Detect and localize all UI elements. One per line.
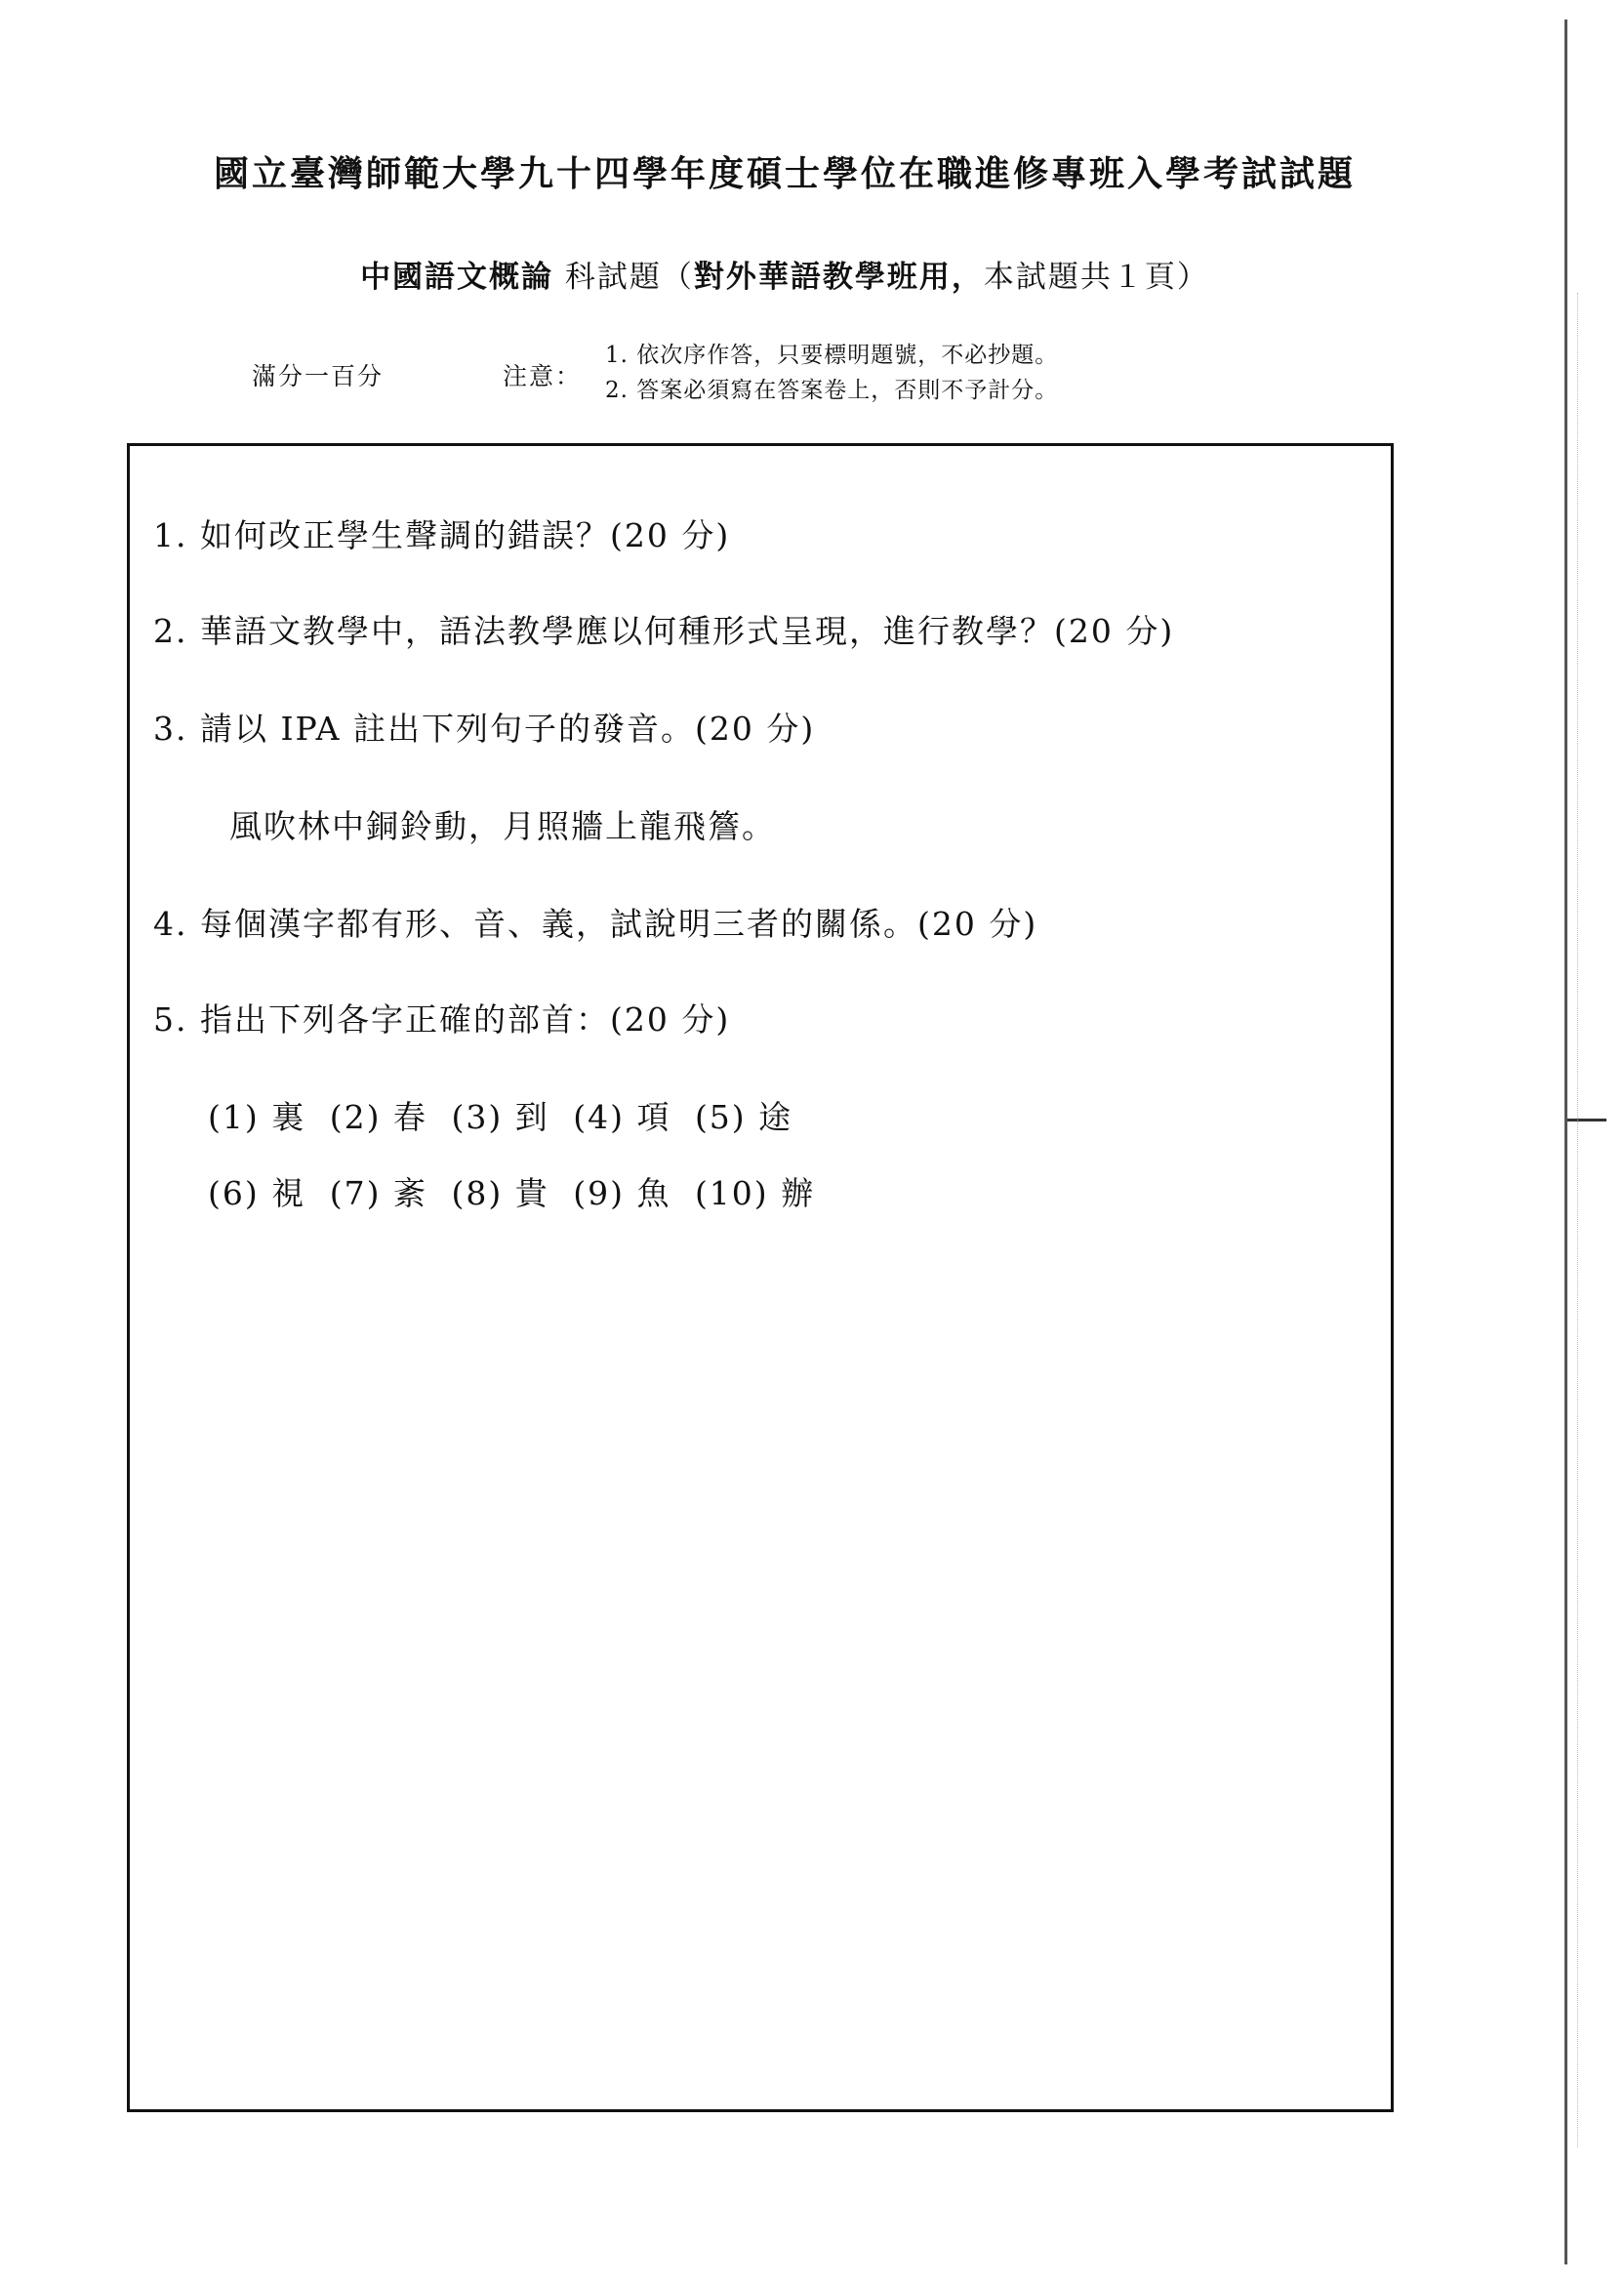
- radical-item: (6) 視: [208, 1174, 306, 1212]
- exam-title: 國立臺灣師範大學九十四學年度碩士學位在職進修專班入學考試試題: [213, 153, 1356, 194]
- question-1: 1. 如何改正學生聲調的錯誤？(20 分): [153, 516, 731, 554]
- page-info: 本試題共１頁）: [983, 260, 1209, 295]
- radical-item: (1) 裏: [208, 1098, 306, 1136]
- exam-subtitle: [0, 252, 1569, 296]
- notice-label: 注意：: [503, 362, 583, 390]
- radicals-row-1: [208, 1092, 792, 1138]
- question-3-sentence: 風吹林中銅鈴動，月照牆上龍飛簷。: [229, 807, 776, 845]
- notice-item: 1. 依次序作答，只要標明題號，不必抄題。: [605, 343, 1059, 368]
- question-4: 4. 每個漢字都有形、音、義，試說明三者的關係。(20 分): [153, 905, 1038, 943]
- radical-item: (8) 貴: [451, 1174, 549, 1212]
- question-3: 3. 請以 IPA 註出下列句子的發音。(20 分): [153, 710, 816, 748]
- radical-item: (9) 魚: [573, 1174, 671, 1212]
- notice-item: 2. 答案必須寫在答案卷上，否則不予計分。: [605, 378, 1059, 403]
- scan-edge-line: [1564, 20, 1567, 2264]
- radical-item: (10) 辦: [694, 1174, 816, 1212]
- question-2: 2. 華語文教學中，語法教學應以何種形式呈現，進行教學？(20 分): [153, 612, 1175, 650]
- notice-list: [605, 338, 1058, 408]
- radicals-row-2: [208, 1168, 815, 1214]
- question-5: 5. 指出下列各字正確的部首：(20 分): [153, 1000, 731, 1039]
- radical-item: (3) 到: [451, 1098, 549, 1136]
- radical-item: (7) 紊: [329, 1174, 427, 1212]
- question-box: [127, 443, 1394, 2112]
- full-score: 滿分一百分: [252, 362, 385, 390]
- scan-noise: [1577, 293, 1580, 2147]
- class-note: 對外華語教學班用，: [693, 260, 984, 295]
- scan-edge-mark: [1567, 1119, 1606, 1121]
- subject-name: 中國語文概論: [360, 260, 554, 295]
- subject-suffix: 科試題（: [553, 260, 694, 295]
- radical-item: (4) 項: [573, 1098, 671, 1136]
- radical-item: (2) 春: [329, 1098, 427, 1136]
- radical-item: (5) 途: [694, 1098, 793, 1136]
